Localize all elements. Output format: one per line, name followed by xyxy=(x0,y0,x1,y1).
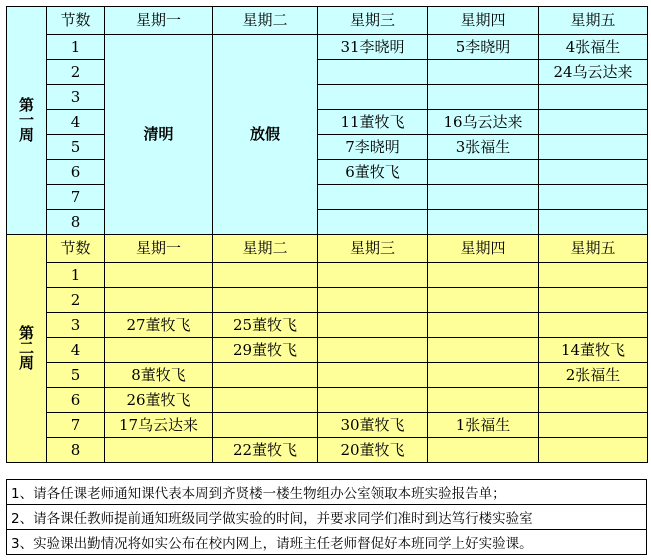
lesson-cell: 8董牧飞 xyxy=(105,363,213,388)
lesson-cell xyxy=(428,60,539,85)
lesson-cell xyxy=(428,85,539,110)
lesson-cell xyxy=(428,388,539,413)
column-header: 星期一 xyxy=(105,7,213,35)
lesson-cell: 1张福生 xyxy=(428,413,539,438)
lesson-cell xyxy=(318,85,428,110)
schedule-table xyxy=(6,6,648,463)
lesson-cell: 3张福生 xyxy=(428,135,539,160)
lesson-cell xyxy=(539,160,648,185)
lesson-cell xyxy=(539,438,648,463)
lesson-cell: 29董牧飞 xyxy=(213,338,318,363)
week2-header-row xyxy=(7,235,648,263)
lesson-cell xyxy=(428,210,539,235)
week1-row xyxy=(7,210,648,235)
lesson-cell xyxy=(539,85,648,110)
lesson-cell xyxy=(539,110,648,135)
week1-label-char: 周 xyxy=(18,126,34,144)
period-number: 1 xyxy=(47,263,105,288)
lesson-cell: 16乌云达来 xyxy=(428,110,539,135)
week1-row xyxy=(7,135,648,160)
column-header: 星期三 xyxy=(318,235,428,263)
week2-row xyxy=(7,313,648,338)
week1-row xyxy=(7,160,648,185)
week1-row xyxy=(7,60,648,85)
lesson-cell xyxy=(318,263,428,288)
lesson-cell xyxy=(213,388,318,413)
lesson-cell: 26董牧飞 xyxy=(105,388,213,413)
note-2: 2、请各课任教师提前通知班级同学做实验的时间，并要求同学们准时到达笃行楼实验室 xyxy=(7,505,647,530)
period-number: 3 xyxy=(47,85,105,110)
week2-row xyxy=(7,363,648,388)
period-number: 5 xyxy=(47,135,105,160)
week1-label xyxy=(7,7,47,235)
week2-label xyxy=(7,235,47,463)
lesson-cell xyxy=(318,60,428,85)
week2-row xyxy=(7,338,648,363)
lesson-cell: 31李晓明 xyxy=(318,35,428,60)
holiday-mon: 清明 xyxy=(105,35,213,235)
lesson-cell xyxy=(428,313,539,338)
week2-row xyxy=(7,263,648,288)
lesson-cell xyxy=(318,388,428,413)
lesson-cell xyxy=(428,438,539,463)
period-number: 5 xyxy=(47,363,105,388)
lesson-cell: 20董牧飞 xyxy=(318,438,428,463)
column-header: 星期四 xyxy=(428,235,539,263)
lesson-cell: 7李晓明 xyxy=(318,135,428,160)
week2-row xyxy=(7,438,648,463)
period-number: 4 xyxy=(47,110,105,135)
lesson-cell: 4张福生 xyxy=(539,35,648,60)
week2-label-char: 周 xyxy=(18,354,34,372)
period-number: 6 xyxy=(47,160,105,185)
week1-label-char: 一 xyxy=(18,111,34,129)
lesson-cell: 30董牧飞 xyxy=(318,413,428,438)
lesson-cell xyxy=(428,288,539,313)
lesson-cell: 25董牧飞 xyxy=(213,313,318,338)
lesson-cell xyxy=(539,135,648,160)
column-header: 星期五 xyxy=(539,7,648,35)
note-1: 1、请各任课老师通知课代表本周到齐贤楼一楼生物组办公室领取本班实验报告单； xyxy=(7,480,647,505)
lesson-cell xyxy=(318,185,428,210)
lesson-cell xyxy=(428,160,539,185)
lesson-cell: 2张福生 xyxy=(539,363,648,388)
week1-row xyxy=(7,185,648,210)
lesson-cell: 14董牧飞 xyxy=(539,338,648,363)
column-header: 星期四 xyxy=(428,7,539,35)
lesson-cell xyxy=(539,288,648,313)
lesson-cell: 24乌云达来 xyxy=(539,60,648,85)
lesson-cell xyxy=(318,338,428,363)
lesson-cell xyxy=(428,185,539,210)
column-header: 星期三 xyxy=(318,7,428,35)
lesson-cell xyxy=(539,185,648,210)
note-3: 3、实验课出勤情况将如实公布在校内网上，请班主任老师督促好本班同学上好实验课。 xyxy=(7,530,647,555)
week2-label-char: 第 xyxy=(18,324,34,342)
period-number: 8 xyxy=(47,438,105,463)
lesson-cell xyxy=(213,363,318,388)
week2-row xyxy=(7,288,648,313)
lesson-cell xyxy=(213,413,318,438)
period-number: 3 xyxy=(47,313,105,338)
lesson-cell xyxy=(318,313,428,338)
lesson-cell xyxy=(428,363,539,388)
week1-row xyxy=(7,110,648,135)
period-number: 2 xyxy=(47,60,105,85)
lesson-cell xyxy=(539,413,648,438)
lesson-cell xyxy=(318,210,428,235)
week1-header-row xyxy=(7,7,648,35)
column-header: 节数 xyxy=(47,7,105,35)
lesson-cell xyxy=(105,288,213,313)
lesson-cell: 5李晓明 xyxy=(428,35,539,60)
lesson-cell: 17乌云达来 xyxy=(105,413,213,438)
period-number: 8 xyxy=(47,210,105,235)
period-number: 2 xyxy=(47,288,105,313)
period-number: 6 xyxy=(47,388,105,413)
week1-row xyxy=(7,35,648,60)
lesson-cell xyxy=(213,288,318,313)
column-header: 星期五 xyxy=(539,235,648,263)
lesson-cell: 11董牧飞 xyxy=(318,110,428,135)
notes-table xyxy=(6,479,647,555)
week2-row xyxy=(7,388,648,413)
lesson-cell xyxy=(105,438,213,463)
lesson-cell: 6董牧飞 xyxy=(318,160,428,185)
week1-row xyxy=(7,85,648,110)
lesson-cell xyxy=(318,288,428,313)
column-header: 星期一 xyxy=(105,235,213,263)
lesson-cell xyxy=(539,263,648,288)
column-header: 星期二 xyxy=(213,7,318,35)
lesson-cell xyxy=(428,338,539,363)
lesson-cell: 22董牧飞 xyxy=(213,438,318,463)
column-header: 星期二 xyxy=(213,235,318,263)
period-number: 7 xyxy=(47,413,105,438)
lesson-cell xyxy=(428,263,539,288)
holiday-tue: 放假 xyxy=(213,35,318,235)
lesson-cell xyxy=(539,388,648,413)
week1-label-char: 第 xyxy=(18,96,34,114)
column-header: 节数 xyxy=(47,235,105,263)
lesson-cell xyxy=(539,313,648,338)
lesson-cell: 27董牧飞 xyxy=(105,313,213,338)
lesson-cell xyxy=(318,363,428,388)
week2-label-char: 二 xyxy=(18,339,34,357)
period-number: 7 xyxy=(47,185,105,210)
period-number: 1 xyxy=(47,35,105,60)
lesson-cell xyxy=(213,263,318,288)
lesson-cell xyxy=(105,338,213,363)
week2-row xyxy=(7,413,648,438)
lesson-cell xyxy=(105,263,213,288)
period-number: 4 xyxy=(47,338,105,363)
lesson-cell xyxy=(539,210,648,235)
